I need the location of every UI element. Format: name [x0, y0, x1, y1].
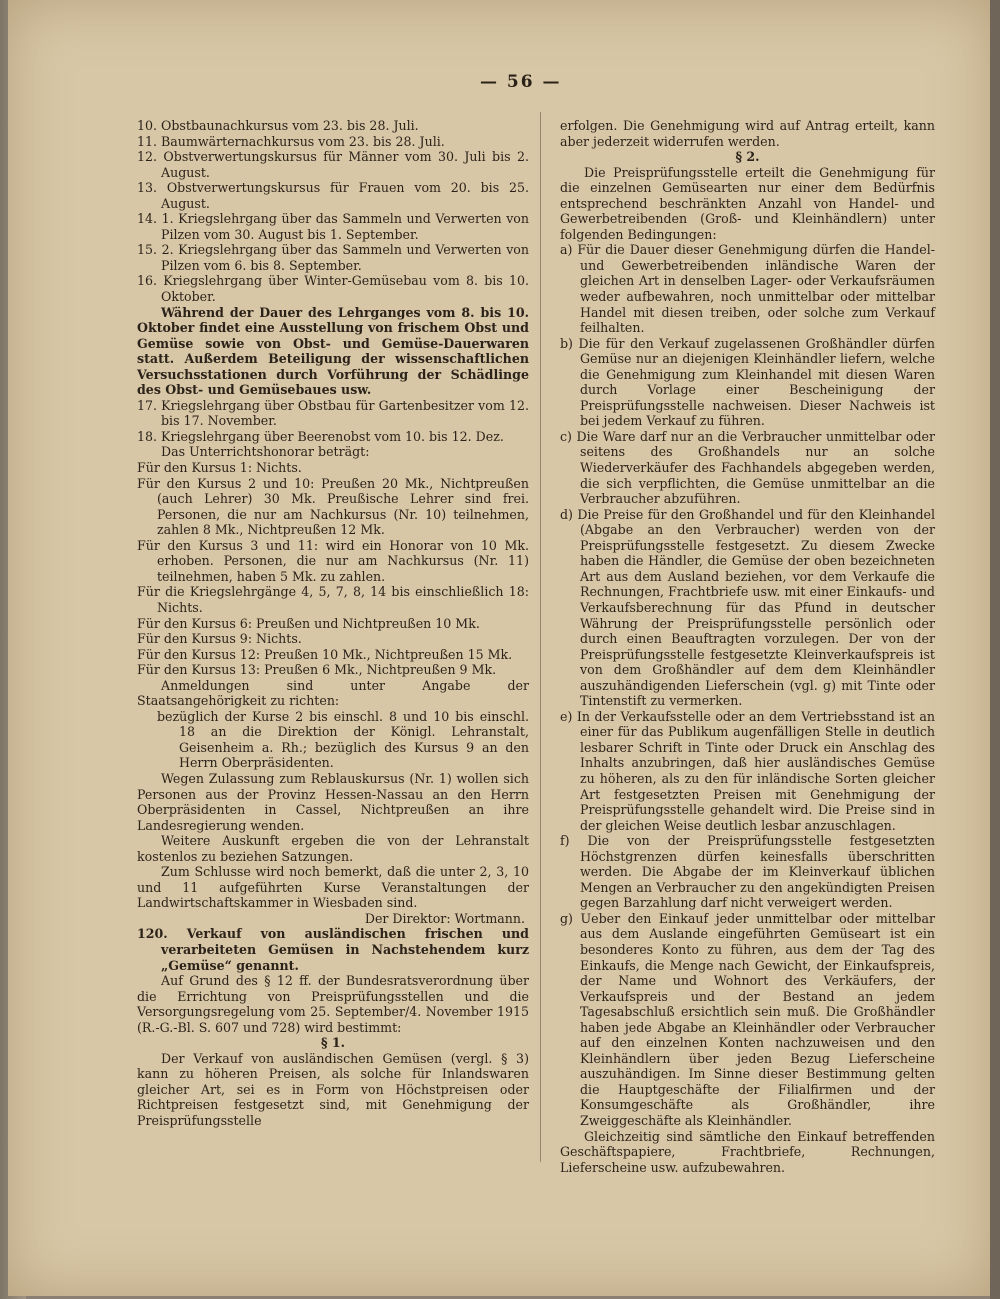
paragraph: Die Preisprüfungsstelle erteilt die Genehmigung für die einzelnen Gemüsearten nur einer dem Bedürfnis entsprechend beschränkten Anzahl von Handel- und Gewerbetreibenden (Groß- und Kleinhändlern) unter folgenden Bedingungen: — [560, 164, 935, 242]
paragraph: 16. Kriegslehrgang über Winter-Gemüsebau vom 8. bis 10. Oktober. — [137, 273, 529, 305]
paragraph: Anmeldungen sind unter Angabe der Staatsangehörigkeit zu richten: — [137, 677, 529, 709]
paragraph: a) Für die Dauer dieser Genehmigung dürfen die Handel- und Gewerbetreibenden inländische Waren der gleichen Art in denselben Lager- oder Verkaufsräumen weder aufbewahren, noch unmittelbar oder mittelbar Handel mit diesen treiben, oder solche zum Verkauf feilhalten. — [560, 242, 935, 336]
paragraph: Während der Dauer des Lehrganges vom 8. bis 10. Oktober findet eine Ausstellung von frischem Obst und Gemüse sowie von Obst- und Gemüse-Dauerwaren statt. Außerdem Beteiligung der wissenschaftlichen Versuchsstationen durch Vorführung der Schädlinge des Obst- und Gemüsebaues usw. — [137, 304, 529, 398]
paragraph: Gleichzeitig sind sämtliche den Einkauf betreffenden Geschäftspapiere, Frachtbriefe, Rechnungen, Lieferscheine usw. aufzubewahren. — [560, 1128, 935, 1175]
paragraph: § 2. — [735, 149, 760, 165]
paragraph: Zum Schlusse wird noch bemerkt, daß die unter 2, 3, 10 und 11 aufgeführten Kurse Veranstaltungen der Landwirtschaftskammer in Wiesbaden sind. — [137, 864, 529, 911]
paragraph: Der Verkauf von ausländischen Gemüsen (vergl. § 3) kann zu höheren Preisen, als solche für Inlandswaren gleicher Art, sei es in Form von Höchstpreisen oder Richtpreisen festgesetzt sind, mit Genehmigung der Preisprüfungsstelle — [137, 1050, 529, 1128]
page-edge — [990, 0, 1000, 1299]
paragraph: d) Die Preise für den Großhandel und für den Kleinhandel (Abgabe an den Verbraucher) werden von der Preisprüfungsstelle festgesetzt. Zu diesem Zwecke haben die Händler, die Gemüse der oben bezeichneten Art aus dem Ausland beziehen, vor dem Verkaufe die Rechnungen, Frachtbriefe usw. mit einer Einkaufs- und Verkaufsberechnung für das Pfund in deutscher Währung der Preisprüfungsstelle persönlich oder durch einen Beauftragten vorzulegen. Der von der Preisprüfungsstelle festgesetzte Kleinverkaufspreis ist von dem Großhändler auf dem dem Kleinhändler auszuhändigenden Lieferschein (vgl. g) mit Tinte oder Tintenstift zu vermerken. — [560, 506, 935, 709]
paragraph: erfolgen. Die Genehmigung wird auf Antrag erteilt, kann aber jederzeit widerrufen werden. — [560, 118, 935, 149]
paragraph: Für den Kursus 3 und 11: wird ein Honorar von 10 Mk. erhoben. Personen, die nur am Nachkursus (Nr. 11) teilnehmen, haben 5 Mk. zu zahlen. — [137, 537, 529, 584]
paragraph: 10. Obstbaunachkursus vom 23. bis 28. Juli. — [137, 118, 419, 133]
paragraph: 13. Obstverwertungskursus für Frauen vom 20. bis 25. August. — [137, 180, 529, 211]
paragraph: e) In der Verkaufsstelle oder an dem Vertriebsstand ist an einer für das Publikum augenfälligen Stelle in deutlich lesbarer Schrift in Tinte oder Druck ein Anschlag des Inhalts anzubringen, daß hier ausländisches Gemüse zu höheren, als zu den für inländische Sorten gleicher Art festgesetzten Preisen mit Genehmigung der Preisprüfungsstelle gehandelt wird. Die Preise sind in der gleichen Weise deutlich lesbar anzuschlagen. — [560, 708, 935, 833]
paragraph: bezüglich der Kurse 2 bis einschl. 8 und 10 bis einschl. 18 an die Direktion der Königl. Lehranstalt, Geisenheim a. Rh.; bezüglich des Kursus 9 an den Herrn Oberpräsidenten. — [157, 708, 529, 771]
column-divider — [540, 112, 541, 1162]
paragraph: g) Ueber den Einkauf jeder unmittelbar oder mittelbar aus dem Auslande eingeführten Gemüseart ist ein besonderes Konto zu führen, aus dem der Tag des Einkaufs, die Menge nach Gewicht, der Einkaufspreis, der Name und Wohnort des Verkäufers, der Verkaufspreis und der Bestand an jedem Tagesabschluß ersichtlich sein muß. Die Großhändler haben jede Abgabe an Kleinhändler oder Verbraucher auf den einzelnen Konten nachzuweisen und den Kleinhändlern über jeden Bezug Lieferscheine auszuhändigen. Im Sinne dieser Bestimmung gelten die Hauptgeschäfte der Filialfirmen und der Konsumgeschäfte als Großhändler, ihre Zweiggeschäfte als Kleinhändler. — [560, 910, 935, 1128]
paragraph: Das Unterrichtshonorar beträgt: — [161, 444, 370, 460]
paragraph: 18. Kriegslehrgang über Beerenobst vom 10. bis 12. Dez. — [137, 428, 504, 444]
paragraph: Auf Grund des § 12 ff. der Bundesratsverordnung über die Errichtung von Preisprüfungsstellen und die Versorgungsregelung vom 25. September/4. November 1915 (R.-G.-Bl. S. 607 und 728) wird bestimmt: — [137, 973, 529, 1035]
paragraph: 11. Baumwärternachkursus vom 23. bis 28. Juli. — [137, 133, 445, 149]
paragraph: § 1. — [320, 1035, 346, 1051]
paragraph: Für den Kursus 6: Preußen und Nichtpreußen 10 Mk. — [137, 615, 480, 631]
paragraph: Wegen Zulassung zum Reblauskursus (Nr. 1) wollen sich Personen aus der Provinz Hessen-Nassau an den Herrn Oberpräsidenten in Cassel, Nichtpreußen an ihre Landesregierung wenden. — [137, 770, 529, 833]
paragraph: Für den Kursus 12: Preußen 10 Mk., Nichtpreußen 15 Mk. — [137, 646, 513, 662]
page-number: — 56 — — [480, 72, 562, 92]
paragraph: 17. Kriegslehrgang über Obstbau für Gartenbesitzer vom 12. bis 17. November. — [137, 397, 529, 429]
paragraph: Der Direktor: Wortmann. — [364, 910, 525, 926]
paragraph: 14. 1. Kriegslehrgang über das Sammeln und Verwerten von Pilzen vom 30. August bis 1. September. — [137, 211, 529, 242]
paragraph: 15. 2. Kriegslehrgang über das Sammeln und Verwerten von Pilzen vom 6. bis 8. September. — [137, 242, 529, 273]
paragraph: Für den Kursus 1: Nichts. — [137, 460, 302, 476]
paragraph: Für den Kursus 9: Nichts. — [137, 631, 302, 647]
left-column — [137, 118, 529, 1129]
paragraph: Weitere Auskunft ergeben die von der Lehranstalt kostenlos zu beziehen Satzungen. — [137, 833, 529, 864]
paragraph: Für die Kriegslehrgänge 4, 5, 7, 8, 14 bis einschließlich 18: Nichts. — [137, 584, 529, 615]
paragraph: b) Die für den Verkauf zugelassenen Großhändler dürfen Gemüse nur an diejenigen Kleinhändler liefern, welche die Genehmigung zum Kleinhandel mit diesen Waren durch Vorlage einer Bescheinigung der Preisprüfungsstelle nachweisen. Dieser Nachweis ist bei jedem Verkauf zu führen. — [560, 335, 935, 429]
paragraph: f) Die von der Preisprüfungsstelle festgesetzten Höchstgrenzen dürfen keinesfalls überschritten werden. Die Abgabe der im Kleinverkauf üblichen Mengen an Verbraucher zu den angekündigten Preisen gegen Barzahlung darf nicht verweigert werden. — [560, 833, 935, 911]
right-column — [560, 118, 935, 1175]
paragraph: Für den Kursus 13: Preußen 6 Mk., Nichtpreußen 9 Mk. — [137, 662, 497, 678]
paragraph: 120. Verkauf von ausländischen frischen und verarbeiteten Gemüsen in Nachstehendem kurz „Gemüse“ genannt. — [137, 926, 529, 973]
paragraph: c) Die Ware darf nur an die Verbraucher unmittelbar oder seitens des Großhandels nur an solche Wiederverkäufer des Fachhandels abgegeben werden, die sich verpflichten, die Gemüse unmittelbar an die Verbraucher abzuführen. — [560, 428, 935, 507]
paragraph: 12. Obstverwertungskursus für Männer vom 30. Juli bis 2. August. — [137, 149, 529, 180]
paragraph: Für den Kursus 2 und 10: Preußen 20 Mk., Nichtpreußen (auch Lehrer) 30 Mk. Preußische Lehrer sind frei. Personen, die nur am Nachkursus (Nr. 10) teilnehmen, zahlen 8 Mk., Nichtpreußen 12 Mk. — [137, 475, 529, 538]
